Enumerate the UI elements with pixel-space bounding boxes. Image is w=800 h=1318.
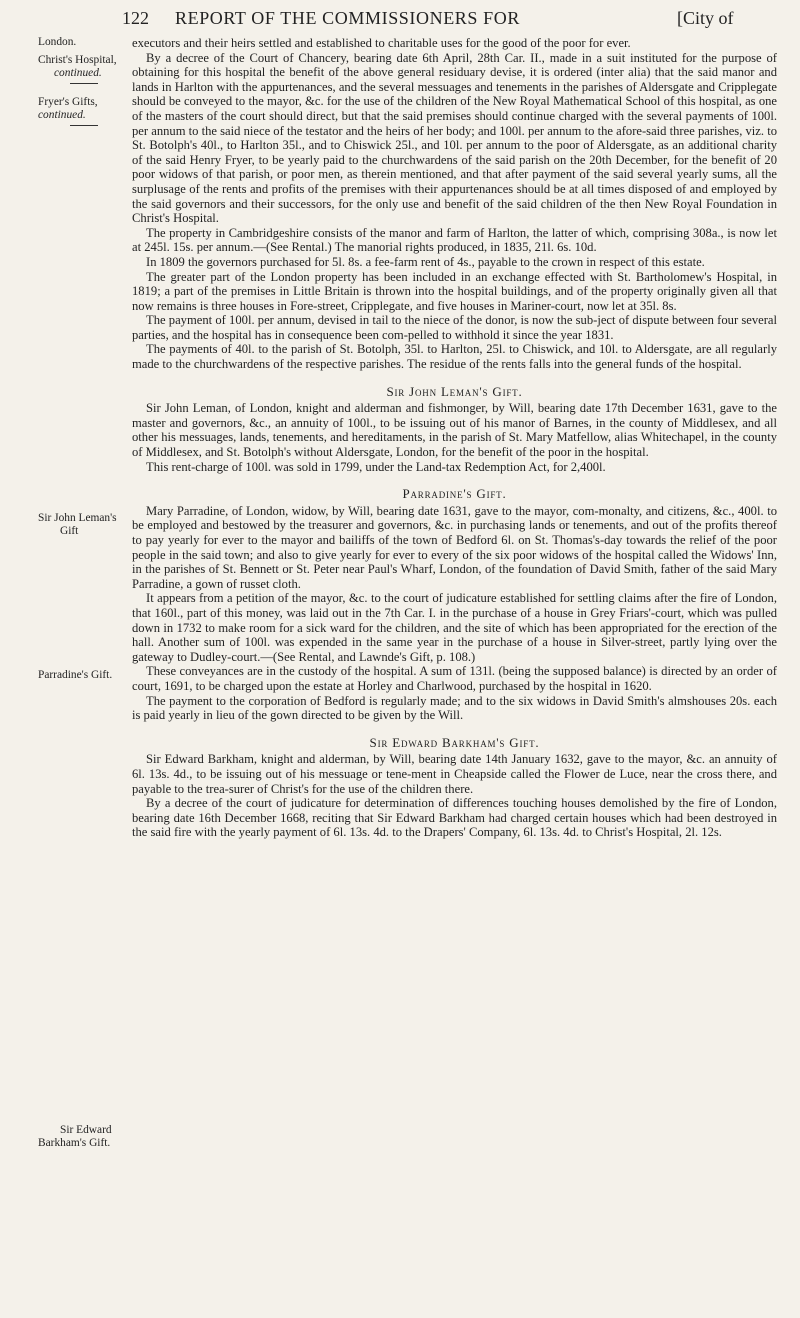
paragraph: This rent-charge of 100l. was sold in 1799, under the Land-tax Redemption Act, for 2,400l.: [146, 459, 606, 474]
margin-note-text: Christ's Hospital,: [38, 54, 117, 66]
paragraph: It appears from a petition of the mayor, &c. to the court of judicature established for settling claims after the fire of London, that 160l., part of this money, was laid out in the 7th Car. I. in the purchase of a house in Grey Friars'-court, which was pulled down in 1732 to make room for a sick ward for the children, and the site of which has been appropriated for the erection of the hall. Another sum of 100l. was expended in the same year in the purchase of a house in Silver-street, partly lying over the gateway to Dudley-court.—(See Rental, and Lawnde's Gift, p. 108.): [132, 591, 777, 664]
section-heading-barkham: Sir Edward Barkham's Gift.: [369, 734, 540, 750]
paragraph: These conveyances are in the custody of the hospital. A sum of 131l. (being the supposed balance) is directed by an order of court, 1691, to be charged upon the estate at Horley and Charlwood, purchased by the hospital in 1620.: [132, 664, 777, 693]
paragraph: By a decree of the Court of Chancery, bearing date 6th April, 28th Car. II., made in a suit instituted for the purpose of obtaining for this hospital the benefit of the above general residuary devise, it is ordered (inter alia) that the said manor and lands in Harlton with the appurtenances, and the several messuages and tenements in the parishes of Aldersgate and Cripplegate should be conveyed to the mayor, &c. for the use of the children of the New Royal Mathematical School of this hospital, as one of the masters of the court should direct, but that the said premises should continue charged with the several payments of 100l. per annum to the said niece of the testator and the heirs of her body; and 100l. per annum to the afore-said three parishes, viz. to St. Botolph's 40l., to Harlton 35l., and to Chiswick 25l., and 10l. per annum to the poor of Aldersgate, as an additional charity of the said Henry Fryer, to be yearly paid to the churchwardens of the said parish on the 20th December, for the benefit of 20 poor widows of that parish, or poor men, as therein mentioned, and that after payment of the said several yearly sums, all the surplusage of the rents and profits of the premises with their appurtenances should be at all times disposed of and employed by the said governors and their successors, for the only use and benefit of the said children of the then New Royal Foundation in Christ's Hospital.: [132, 50, 777, 226]
running-title: REPORT OF THE COMMISSIONERS FOR: [175, 8, 520, 28]
margin-note-text: Parradine's Gift.: [38, 669, 113, 681]
margin-note-text: Sir Edward: [60, 1124, 112, 1136]
paragraph: executors and their heirs settled and established to charitable uses for the good of the poor for ever.: [132, 36, 631, 50]
margin-note-barkham: [38, 1124, 130, 1150]
margin-note-christs-hospital: [38, 54, 130, 84]
margin-note-parradine: [38, 669, 130, 682]
margin-note-text: Fryer's Gifts,: [38, 96, 98, 108]
page-number: 122: [122, 8, 149, 28]
margin-note-text: Gift: [60, 524, 79, 537]
running-title-continuation: [City of: [677, 8, 734, 28]
main-text: [132, 36, 777, 840]
paragraph: The greater part of the London property has been included in an exchange effected with St. Bartholomew's Hospital, in 1819; a part of the premises in Little Britain is thrown into the hospital buildings, and of the property originally given all that now remains is three houses in Fore-street, Cripplegate, and five houses in Mariner-court, now let at 35l. 8s.: [132, 269, 777, 313]
paragraph: The payments of 40l. to the parish of St. Botolph, 35l. to Harlton, 25l. to Chiswick, and 10l. to Aldersgate, are all regularly made to the churchwardens of the respective parishes. The residue of the rents falls into the general funds of the hospital.: [132, 342, 777, 372]
margin-note-text: Barkham's Gift.: [38, 1136, 111, 1149]
margin-note-text: continued.: [38, 108, 86, 121]
margin-rule: [70, 125, 98, 126]
paragraph: Mary Parradine, of London, widow, by Will, bearing date 1631, gave to the mayor, com-monalty, and citizens, &c., 400l. to be employed and bestowed by the treasurer and governors, &c. in purchasing lands or tenements, and out of the profits thereof to pay yearly for ever to the mayor and bailiffs of the town of Bedford 6l. on St. Thomas's-day towards the relief of the poor people in the said town; and also to give yearly for ever to every of the six poor widows of the hospital called the Widows' Inn, in the parishes of St. Bennett or St. Peter near Paul's Wharf, London, of the foundation of David Smith, father of the said Mary Parradine, a gown of russet cloth.: [132, 503, 777, 591]
margin-note-fryers-gifts: [38, 96, 130, 126]
paragraph: In 1809 the governors purchased for 5l. 8s. a fee-farm rent of 4s., payable to the crown in respect of this estate.: [146, 254, 705, 269]
section-heading-leman: Sir John Leman's Gift.: [386, 383, 523, 399]
paragraph: Sir John Leman, of London, knight and alderman and fishmonger, by Will, bearing date 17th December 1631, gave to the master and governors, &c., an annuity of 100l., to be issuing out of his manor of Barnes, in the county of Middlesex, and all other his messuages, lands, tenements, and hereditaments, in the parish of St. Mary Matfellow, alias Whitechapel, in the county of Middlesex, and St. Botolph's without Aldersgate, London, for the benefit of the poor in the hospital.: [132, 401, 777, 460]
margin-note-text: London.: [38, 36, 77, 48]
margin-note-text: continued.: [54, 66, 102, 79]
margin-note-text: Sir John Leman's: [38, 512, 117, 524]
paragraph: Sir Edward Barkham, knight and alderman, by Will, bearing date 14th January 1632, gave to the mayor, &c. an annuity of 6l. 13s. 4d., to be issuing out of his messuage or tene-ment in Cheapside called the Flower de Luce, near the cross there, and payable to the trea-surer of Christ's for the use of the children there.: [132, 752, 777, 796]
paragraph: By a decree of the court of judicature for determination of differences touching houses demolished by the fire of London, bearing date 16th December 1668, reciting that Sir Edward Barkham had charged certain houses which had been destroyed in the said fire with the yearly payment of 6l. 13s. 4d. to the Drapers' Company, 6l. 13s. 4d. to Christ's Hospital, 2l. 12s.: [132, 796, 777, 840]
section-heading-parradine: Parradine's Gift.: [402, 486, 507, 502]
paragraph: The payment of 100l. per annum, devised in tail to the niece of the donor, is now the sub-ject of dispute between four several parties, and the hospital has in consequence been com-pelled to withhold it since the year 1831.: [132, 313, 777, 342]
paragraph: The payment to the corporation of Bedford is regularly made; and to the six widows in David Smith's almshouses 20s. each is paid yearly in lieu of the gown directed to be given by the Will.: [132, 693, 777, 723]
margin-rule: [70, 83, 98, 84]
margin-note-london: [38, 36, 130, 49]
page-header: [0, 6, 800, 32]
margin-note-leman: [38, 512, 130, 538]
paragraph: The property in Cambridgeshire consists of the manor and farm of Harlton, the latter of which, comprising 308a., is now let at 245l. 15s. per annum.—(See Rental.) The manorial rights produced, in 1835, 21l. 6s. 10d.: [132, 225, 777, 255]
